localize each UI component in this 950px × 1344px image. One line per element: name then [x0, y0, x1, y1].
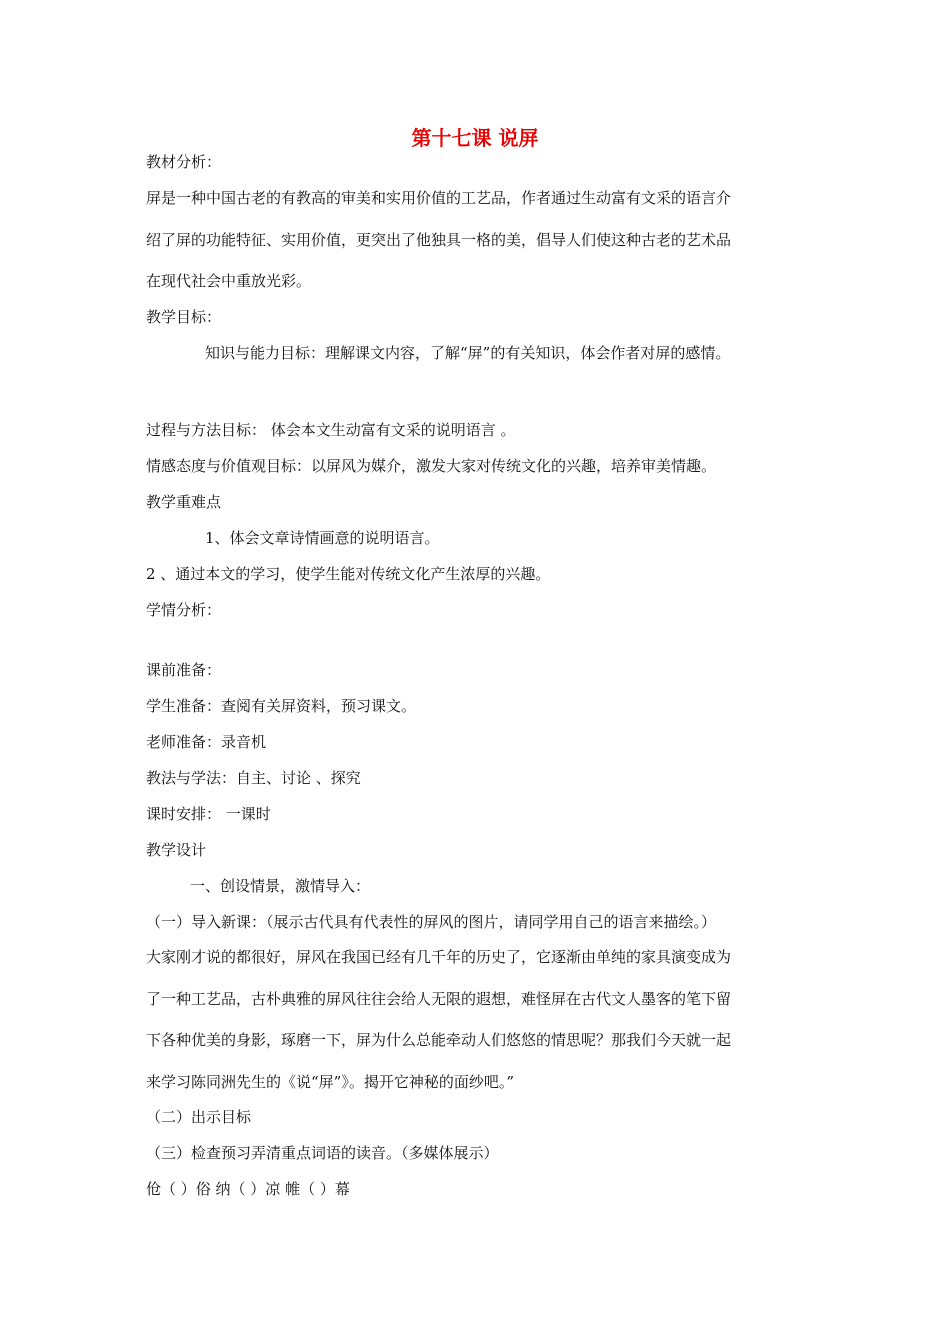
vocabulary-line: 伧（ ）俗 纳（ ）凉 帷（ ）幕	[146, 1180, 350, 1198]
heading-teaching-goals: 教学目标：	[146, 308, 222, 326]
heading-textbook-analysis: 教材分析：	[146, 153, 222, 171]
teaching-methods: 教法与学法：自主、讨论 、探究	[146, 769, 361, 787]
analysis-line-1: 屏是一种中国古老的有教高的审美和实用价值的工艺品，作者通过生动富有文采的语言介	[146, 189, 732, 207]
analysis-line-2: 绍了屏的功能特征、实用价值，更突出了他独具一格的美，倡导人们使这种古老的艺术品	[146, 231, 732, 249]
intro-paragraph-line-4: 来学习陈同洲先生的《说“屏”》。揭开它神秘的面纱吧。”	[146, 1073, 515, 1091]
key-point-1: 1、体会文章诗情画意的说明语言。	[205, 529, 440, 547]
section-one-title: 一、创设情景，激情导入：	[190, 877, 371, 895]
student-preparation: 学生准备：查阅有关屏资料，预习课文。	[146, 697, 417, 715]
subsection-preview: （三）检查预习弄清重点词语的读音。（多媒体展示）	[146, 1144, 499, 1162]
intro-paragraph-line-3: 下各种优美的身影，琢磨一下，屏为什么总能牵动人们悠悠的情思呢？那我们今天就一起	[146, 1031, 732, 1049]
subsection-intro: （一）导入新课：（展示古代具有代表性的屏风的图片，请同学用自己的语言来描绘。）	[146, 913, 717, 931]
class-hours: 课时安排： 一课时	[146, 805, 271, 823]
heading-preparation: 课前准备：	[146, 661, 222, 679]
teacher-preparation: 老师准备：录音机	[146, 733, 267, 751]
key-point-2: 2 、通过本文的学习，使学生能对传统文化产生浓厚的兴趣。	[146, 565, 551, 583]
intro-paragraph-line-2: 了一种工艺品，古朴典雅的屏风往往会给人无限的遐想，难怪屏在古代文人墨客的笔下留	[146, 990, 732, 1008]
intro-paragraph-line-1: 大家刚才说的都很好，屏风在我国已经有几千年的历史了，它逐渐由单纯的家具演变成为	[146, 948, 732, 966]
heading-key-points: 教学重难点	[146, 493, 222, 511]
heading-teaching-design: 教学设计	[146, 841, 207, 859]
analysis-line-3: 在现代社会中重放光彩。	[146, 272, 312, 290]
goal-emotion: 情感态度与价值观目标：以屏风为媒介，激发大家对传统文化的兴趣，培养审美情趣。	[146, 457, 717, 475]
goal-process: 过程与方法目标： 体会本文生动富有文采的说明语言 。	[146, 421, 516, 439]
subsection-goals: （二）出示目标	[146, 1108, 252, 1126]
goal-knowledge: 知识与能力目标：理解课文内容，了解“屏”的有关知识，体会作者对屏的感情。	[205, 344, 731, 362]
lesson-title: 第十七课 说屏	[411, 126, 539, 150]
heading-student-analysis: 学情分析：	[146, 601, 222, 619]
